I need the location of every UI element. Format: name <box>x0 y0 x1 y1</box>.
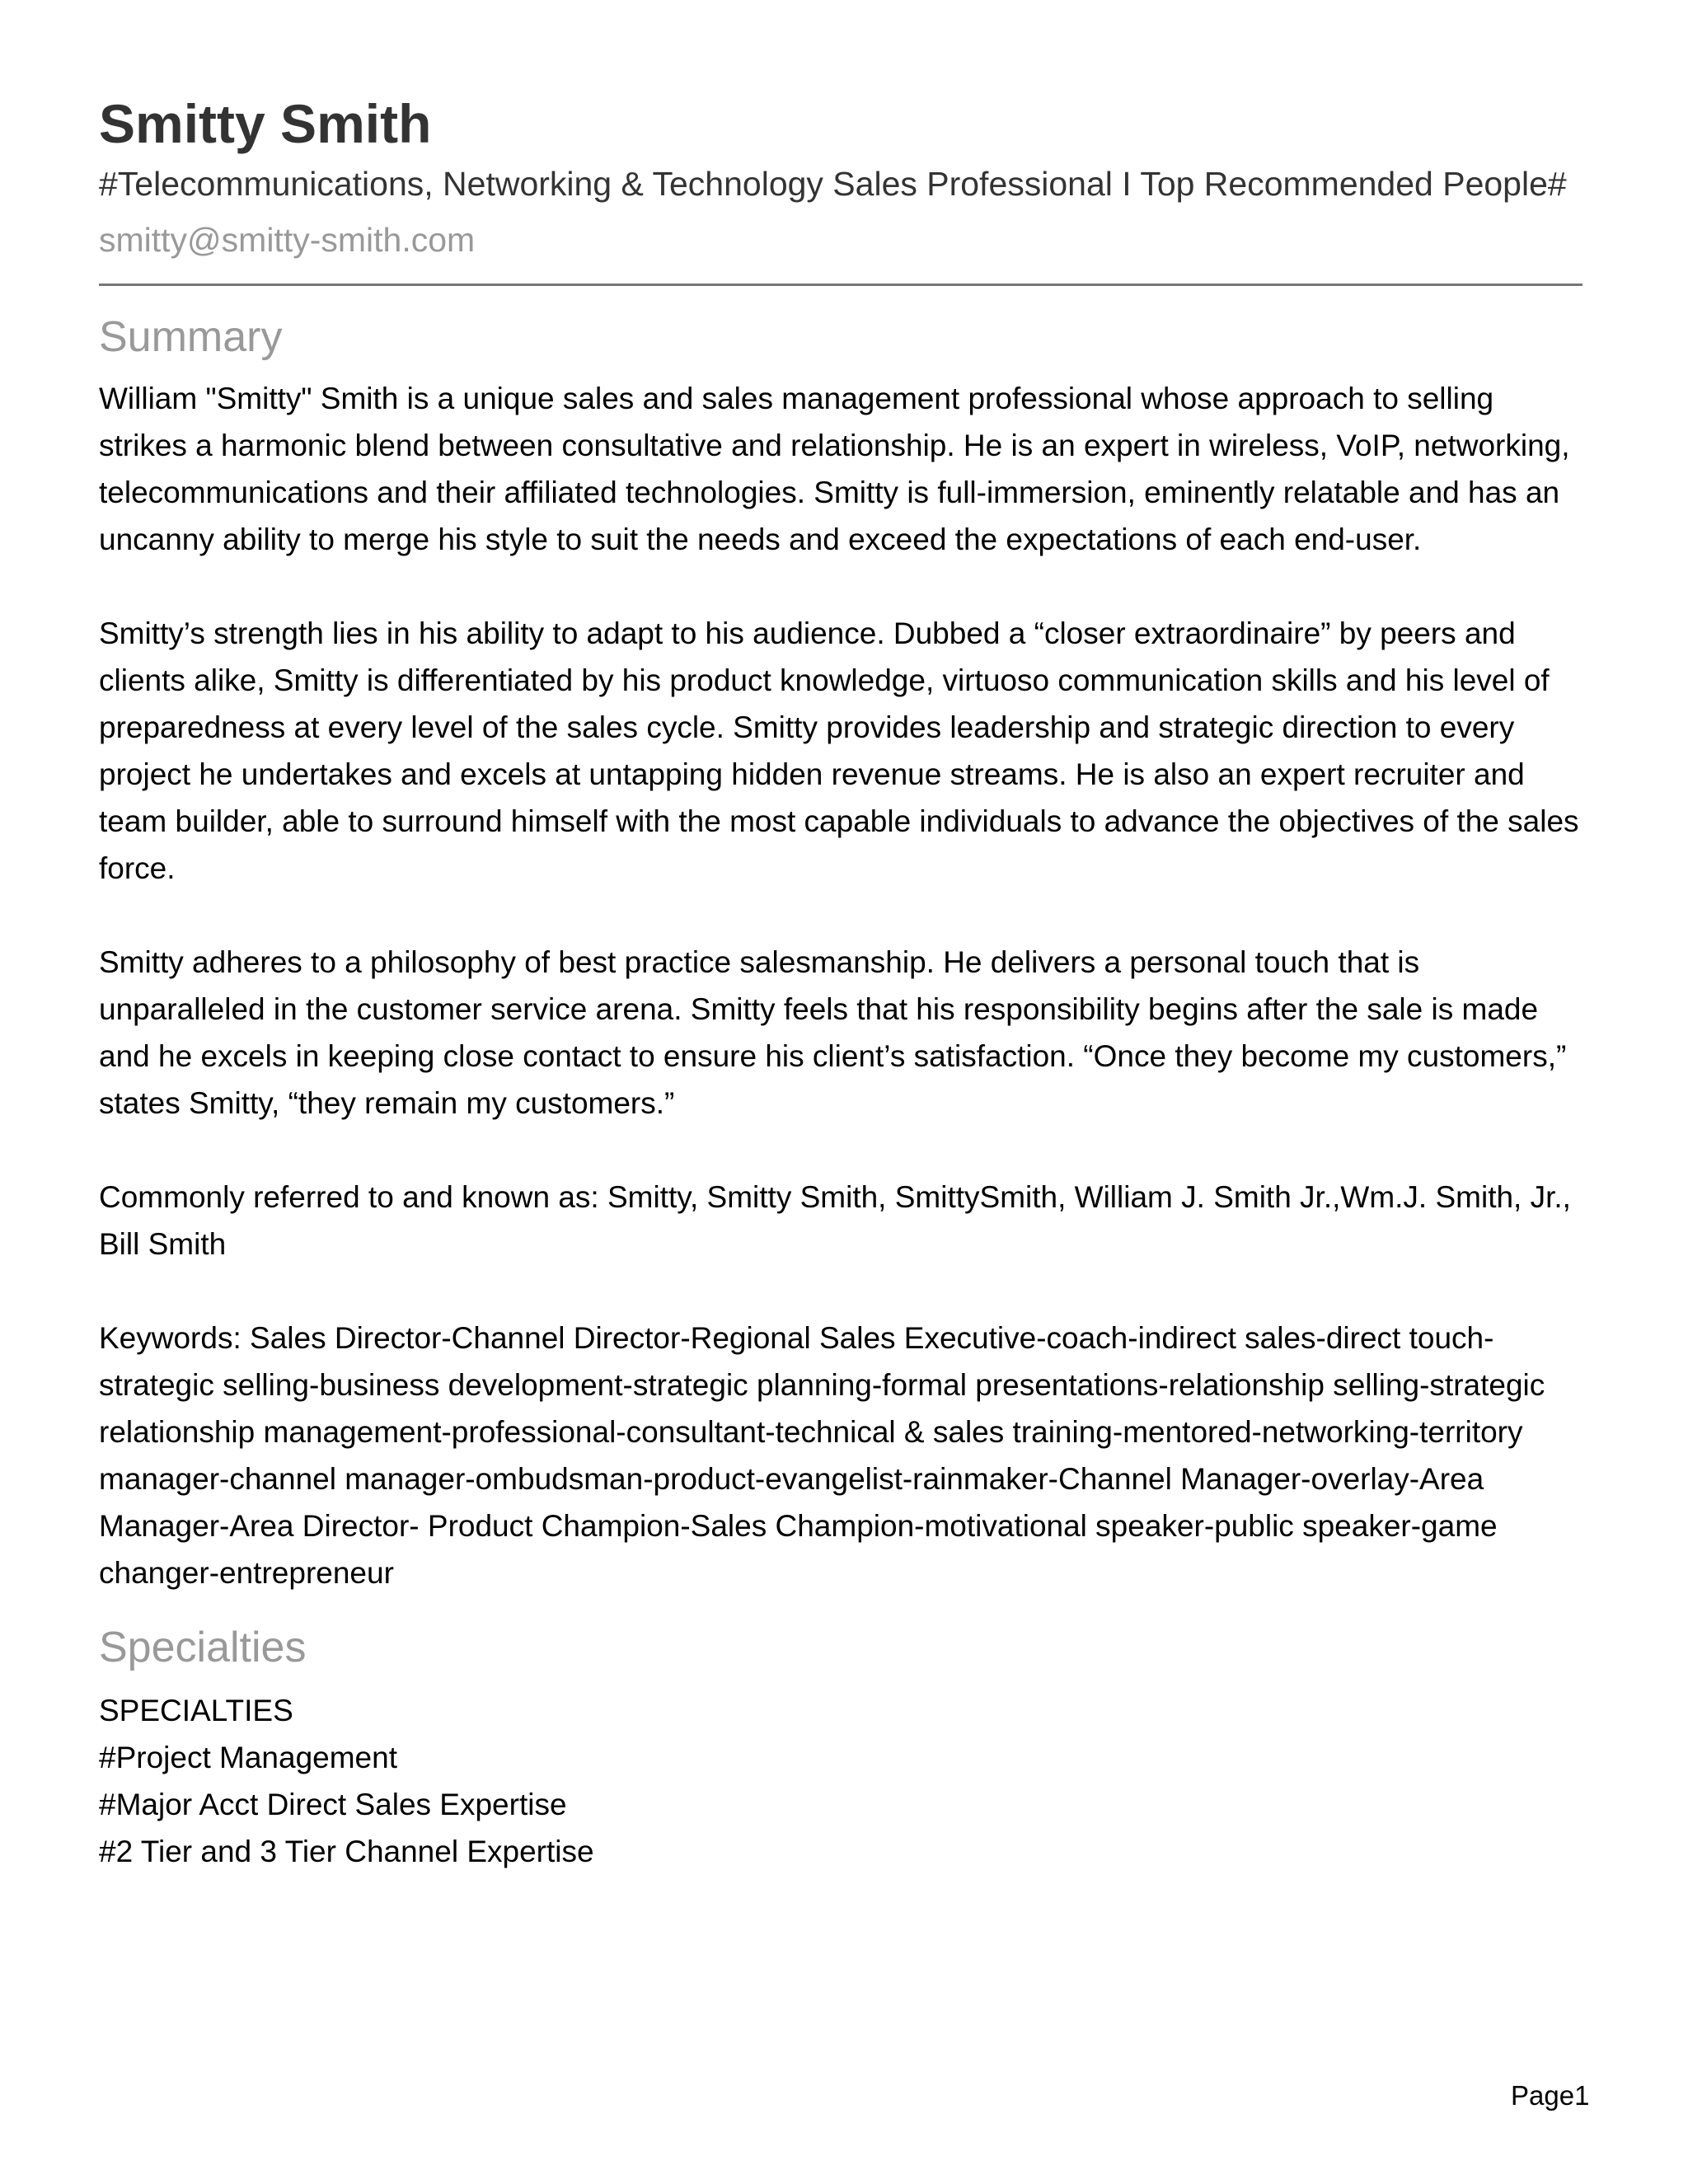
summary-paragraph: Smitty adheres to a philosophy of best practice salesmanship. He delivers a personal touch that is unparalleled in the customer service arena. Smitty feels that his responsibility begins after the sale is made and he excels in keeping close contact to ensure his client’s satisfaction. “Once they become my customers,” states Smitty, “they remain my customers.” <box>99 945 1567 1120</box>
resume-page <box>99 89 1582 1875</box>
summary-paragraph: Smitty’s strength lies in his ability to adapt to his audience. Dubbed a “closer extraordinaire” by peers and clients alike, Smitty is differentiated by his product knowledge, virtuoso communication skills and his level of preparedness at every level of the sales cycle. Smitty provides leadership and strategic direction to every project he undertakes and excels at untapping hidden revenue streams. He is also an expert recruiter and team builder, able to surround himself with the most capable individuals to advance the objectives of the sales force. <box>99 616 1579 885</box>
summary-body <box>99 375 1582 1596</box>
specialty-item: #2 Tier and 3 Tier Channel Expertise <box>99 1835 594 1868</box>
header-divider <box>99 284 1582 286</box>
profile-name: Smitty Smith <box>99 93 432 154</box>
specialty-item: SPECIALTIES <box>99 1694 293 1727</box>
summary-paragraph: William "Smitty" Smith is a unique sales and sales management professional whose approach to selling strikes a harmonic blend between consultative and relationship. He is an expert in wireless, VoIP, networking, telecommunications and their affiliated technologies. Smitty is full-immersion, eminently relatable and has an uncanny ability to merge his style to suit the needs and exceed the expectations of each end-user. <box>99 382 1570 556</box>
profile-headline: #Telecommunications, Networking & Technology Sales Professional I Top Recommended People# <box>99 165 1567 203</box>
specialties-list <box>99 1687 1582 1875</box>
specialties-heading: Specialties <box>99 1624 307 1671</box>
aliases-paragraph: Commonly referred to and known as: Smitty, Smitty Smith, SmittySmith, William J. Smith Jr.,Wm.J. Smith, Jr., Bill Smith <box>99 1180 1571 1261</box>
profile-email: smitty@smitty-smith.com <box>99 221 476 259</box>
keywords-paragraph: Keywords: Sales Director-Channel Director-Regional Sales Executive-coach-indirect sales-direct touch-strategic selling-business development-strategic planning-formal presentations-relationship selling-strategic relationship management-professional-consultant-technical & sales training-mentored-networking-territory manager-channel manager-ombudsman-product-evangelist-rainmaker-Channel Manager-overlay-Area Manager-Area Director- Product Champion-Sales Champion-motivational speaker-public speaker-game changer-entrepreneur <box>99 1321 1545 1590</box>
page-number: Page1 <box>1511 2080 1590 2111</box>
summary-heading: Summary <box>99 313 283 361</box>
specialty-item: #Project Management <box>99 1741 397 1774</box>
specialty-item: #Major Acct Direct Sales Expertise <box>99 1788 567 1821</box>
